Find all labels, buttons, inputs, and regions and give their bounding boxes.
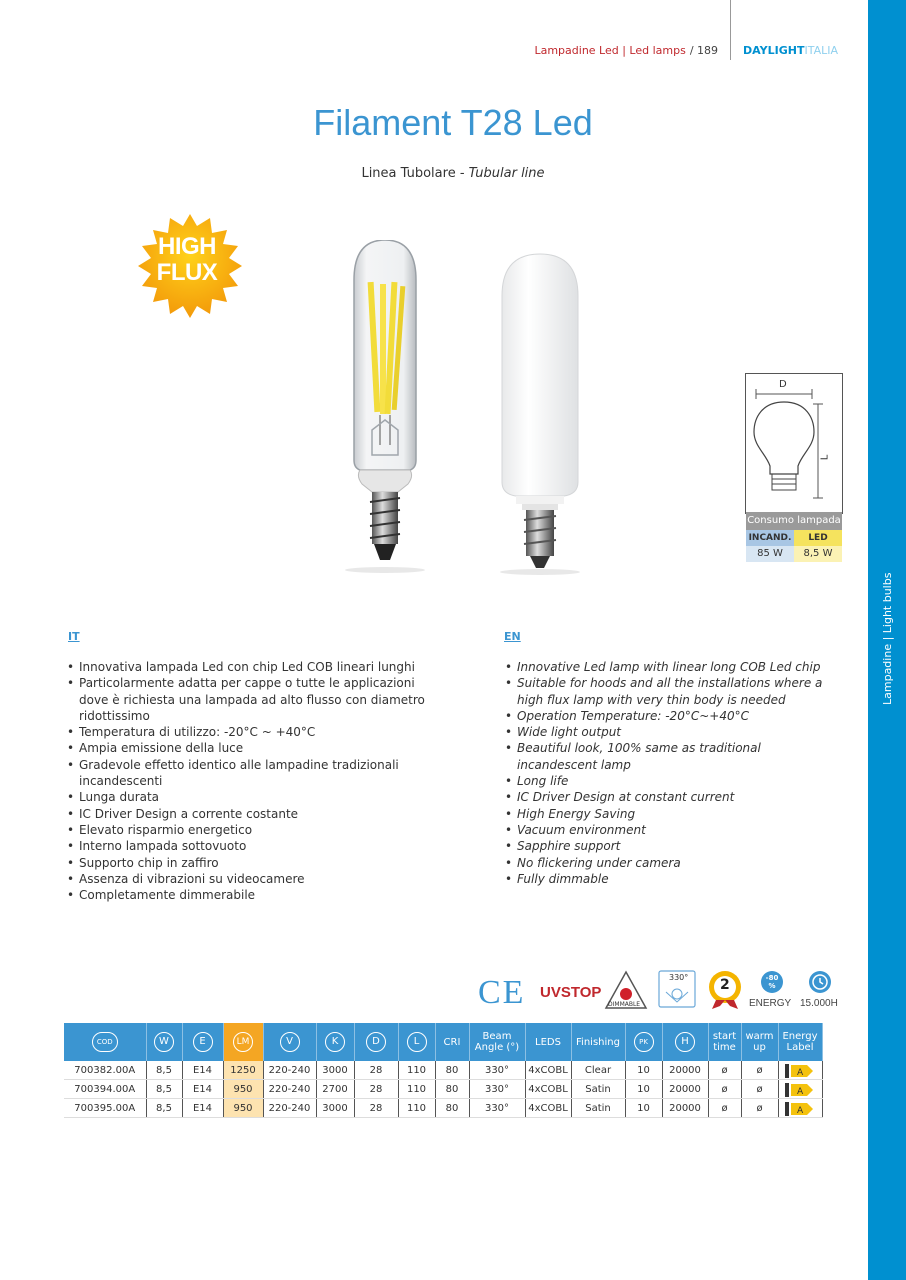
feature-item-it: • Interno lampada sottovuoto [66,838,436,854]
col-energy: Energy Label [778,1023,822,1061]
cell-volt: 220-240 [263,1080,316,1099]
badge-line-1: HIGH [158,233,216,260]
lifetime-clock-icon [808,970,832,994]
lumen-icon: LM [233,1032,253,1052]
energy-class-letter: A [797,1086,804,1097]
feature-item-it: • Supporto chip in zaffiro [66,855,436,871]
feature-item-it: • Assenza di vibrazioni su videocamere [66,871,436,887]
col-code [64,1023,146,1061]
certification-icons [478,970,842,1016]
cell-energy [778,1080,822,1099]
cell-leds: 4xCOBL [525,1080,571,1099]
feature-item-it: • Elevato risparmio energetico [66,822,436,838]
ce-mark-icon: CE [478,974,526,1011]
col-pack [625,1023,662,1061]
cell-lumen: 950 [223,1099,263,1118]
feature-item-it: • Temperatura di utilizzo: -20°C ~ +40°C [66,724,436,740]
lang-label-en: EN [504,630,521,643]
cell-start: ø [708,1061,741,1080]
badge-label [136,234,238,286]
col-length [398,1023,435,1061]
feature-item-it: • Ampia emissione della luce [66,740,436,756]
table-row [64,1099,822,1118]
header-divider [730,0,731,60]
watt-icon: W [154,1032,174,1052]
cell-l: 110 [398,1061,435,1080]
subtitle-it: Linea Tubolare - [361,166,469,181]
subtitle-en: Tubular line [468,166,545,181]
header-section: Lampadine Led | Led lamps [534,43,686,57]
cell-pack: 10 [625,1061,662,1080]
cell-warm: ø [741,1099,778,1118]
bulb-outline-icon [746,374,842,513]
cell-start: ø [708,1099,741,1118]
feature-item-it: • IC Driver Design a corrente costante [66,806,436,822]
energy-class-letter: A [797,1105,804,1116]
diameter-icon: D [366,1032,386,1052]
code-icon: COD [92,1032,118,1052]
energy-class-letter: A [797,1067,804,1078]
energy-class-arrow-icon [785,1083,815,1097]
consumption-box [746,512,842,562]
brand-logo-daylight: DAYLIGHT [743,43,805,57]
cell-watt: 8,5 [146,1099,182,1118]
col-leds: LEDS [525,1023,571,1061]
uvstop-icon: UVSTOP [540,984,602,1001]
spec-table-header [64,1023,822,1061]
cell-beam: 330° [469,1061,525,1080]
energy-label-text: ENERGY [749,998,792,1009]
page-title: Filament T28 Led [313,102,593,143]
col-watt [146,1023,182,1061]
cell-cap: E14 [182,1099,223,1118]
feature-item-en: • Sapphire support [504,838,834,854]
dimmable-label: DIMMABLE [608,1001,641,1008]
cell-finishing: Clear [571,1061,625,1080]
incand-label: INCAND. [746,530,794,546]
table-row [64,1080,822,1099]
feature-item-en: • Innovative Led lamp with linear long COB Led chip [504,659,834,675]
brand-logo-italia: ITALIA [804,43,838,57]
cell-kelvin: 3000 [316,1099,354,1118]
lifetime-icon: H [675,1032,695,1052]
feature-item-en: • Operation Temperature: -20°C~+40°C [504,708,834,724]
kelvin-icon: K [325,1032,345,1052]
cell-l: 110 [398,1080,435,1099]
header-page-number: / 189 [689,43,719,57]
cell-cap: E14 [182,1080,223,1099]
feature-item-en: • Fully dimmable [504,871,834,887]
feature-item-it: • Innovativa lampada Led con chip Led COB lineari lunghi [66,659,436,675]
cell-finishing: Satin [571,1099,625,1118]
cell-cri: 80 [435,1080,469,1099]
cell-kelvin: 3000 [316,1061,354,1080]
cell-warm: ø [741,1061,778,1080]
cell-volt: 220-240 [263,1061,316,1080]
cell-d: 28 [354,1061,398,1080]
cell-beam: 330° [469,1099,525,1118]
pack-icon: PK [634,1032,654,1052]
col-life [662,1023,708,1061]
lifetime-hours: 15.000H [800,998,838,1009]
col-diameter [354,1023,398,1061]
cell-cap: E14 [182,1061,223,1080]
voltage-icon: V [280,1032,300,1052]
feature-item-en: • Vacuum environment [504,822,834,838]
cell-leds: 4xCOBL [525,1061,571,1080]
feature-item-en: • IC Driver Design at constant current [504,789,834,805]
col-cap [182,1023,223,1061]
feature-item-it: • Lunga durata [66,789,436,805]
lamp-cap-icon: E [193,1032,213,1052]
cell-finishing: Satin [571,1080,625,1099]
badge-line-2: FLUX [156,259,218,286]
feature-item-it: • Completamente dimmerabile [66,887,436,903]
features-list-it [66,659,436,903]
feature-item-en: • No flickering under camera [504,855,834,871]
cell-kelvin: 2700 [316,1080,354,1099]
feature-item-en: • High Energy Saving [504,806,834,822]
page-subtitle [0,166,906,181]
energy-class-arrow-icon [785,1064,815,1078]
cell-pack: 10 [625,1080,662,1099]
col-kelvin [316,1023,354,1061]
cell-energy [778,1061,822,1080]
cell-cri: 80 [435,1061,469,1080]
cell-life: 20000 [662,1061,708,1080]
page-header [534,40,838,60]
feature-item-en: • Suitable for hoods and all the installations where a high flux lamp with very thin body is needed [504,675,834,708]
energy-saving-percent: -80 % [765,974,779,990]
features-list-en [504,659,834,887]
spec-table [64,1023,823,1118]
col-warm: warm up [741,1023,778,1061]
beam-angle-value: 330° [669,973,689,982]
col-start: start time [708,1023,741,1061]
length-icon: L [407,1032,427,1052]
cell-leds: 4xCOBL [525,1099,571,1118]
cell-l: 110 [398,1099,435,1118]
energy-class-arrow-icon [785,1102,815,1116]
cell-life: 20000 [662,1080,708,1099]
cell-code: 700394.00A [64,1080,146,1099]
cell-start: ø [708,1080,741,1099]
table-row [64,1061,822,1080]
feature-item-en: • Beautiful look, 100% same as traditional incandescent lamp [504,740,834,773]
dimension-diagram [745,373,843,514]
cell-life: 20000 [662,1099,708,1118]
dimension-l-label: L [819,454,831,461]
cell-code: 700382.00A [64,1061,146,1080]
cell-cri: 80 [435,1099,469,1118]
cell-energy [778,1099,822,1118]
col-cri: CRI [435,1023,469,1061]
feature-item-it: • Gradevole effetto identico alle lampadine tradizionali incandescenti [66,757,436,790]
warranty-years: 2 [720,977,730,993]
cell-code: 700395.00A [64,1099,146,1118]
feature-item-en: • Wide light output [504,724,834,740]
cell-watt: 8,5 [146,1061,182,1080]
cell-beam: 330° [469,1080,525,1099]
dimension-d-label: D [779,379,787,390]
feature-item-it: • Particolarmente adatta per cappe o tutte le applicazioni dove è richiesta una lampada ad alto flusso con diametro ridottissimo [66,675,436,724]
cell-warm: ø [741,1080,778,1099]
col-volt [263,1023,316,1061]
cell-volt: 220-240 [263,1099,316,1118]
cell-d: 28 [354,1099,398,1118]
lang-label-it: IT [68,630,80,643]
col-beam: Beam Angle (°) [469,1023,525,1061]
sidebar-label: Lampadine | Light bulbs [881,572,894,705]
cell-watt: 8,5 [146,1080,182,1099]
cell-pack: 10 [625,1099,662,1118]
incand-value: 85 W [746,546,794,562]
led-value: 8,5 W [794,546,842,562]
cell-lumen: 1250 [223,1061,263,1080]
consumption-labels [746,530,842,546]
feature-item-en: • Long life [504,773,834,789]
col-finishing: Finishing [571,1023,625,1061]
consumption-values [746,546,842,562]
consumption-title: Consumo lampada [746,512,842,530]
led-label: LED [794,530,842,546]
satin-bulb-image [490,250,590,580]
cell-d: 28 [354,1080,398,1099]
col-lumen [223,1023,263,1061]
clear-filament-bulb-image [340,240,430,580]
cell-lumen: 950 [223,1080,263,1099]
